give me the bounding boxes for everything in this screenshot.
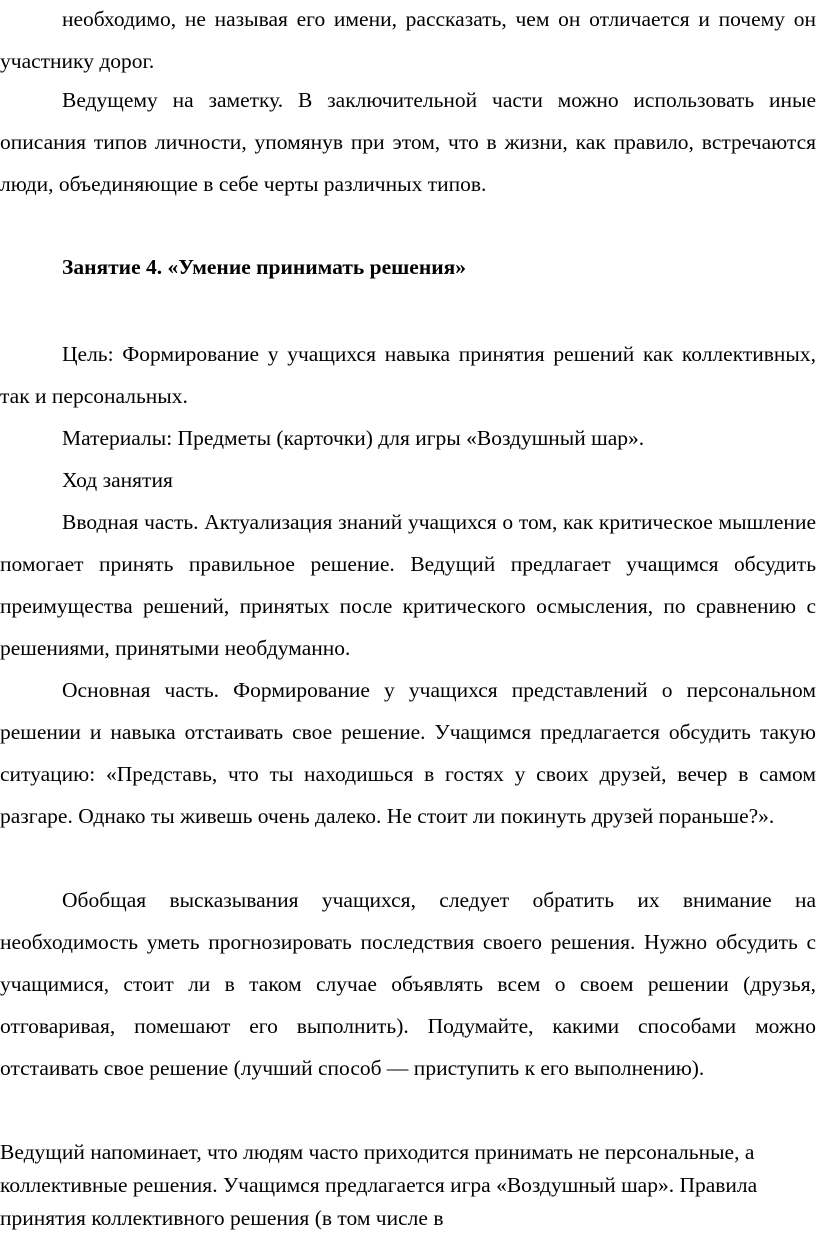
paragraph-intro: Вводная часть. Актуализация знаний учащихся о том, как критическое мышление помогает принять правильное решение. Ведущий предлагает учащимся обсудить преимущества решений, принятых после критического осмысления, по сравнению с решениями, принятыми необдуманно. (0, 510, 816, 660)
paragraph-collective-decisions: Ведущий напоминает, что людям часто приходится принимать не персональные, а коллективные решения. Учащимся предлагается игра «Воздушный шар». Правила принятия коллективного решения (в том числе в (0, 1140, 758, 1230)
lesson-heading: Занятие 4. «Умение принимать решения» (62, 255, 466, 279)
paragraph-continuation: необходимо, не называя его имени, рассказать, чем он отличается и почему он участнику дорог. (0, 7, 816, 73)
paragraph-summary: Обобщая высказывания учащихся, следует обратить их внимание на необходимость уметь прогнозировать последствия своего решения. Нужно обсудить с учащимися, стоит ли в таком случае объявлять всем о своем решении (друзья, отговаривая, помешают его выполнить). Подумайте, какими способами можно отстаивать свое решение (лучший способ — приступить к его выполнению). (0, 888, 816, 1080)
paragraph-main-part: Основная часть. Формирование у учащихся представлений о персональном решении и навыка отстаивать свое решение. Учащимся предлагается обсудить такую ситуацию: «Представь, что ты находишься в гостях у своих друзей, вечер в самом разгаре. Однако ты живешь очень далеко. Не стоит ли покинуть друзей пораньше?». (0, 678, 816, 828)
paragraph-goal: Цель: Формирование у учащихся навыка принятия решений как коллективных, так и персональных. (0, 342, 816, 408)
paragraph-materials: Материалы: Предметы (карточки) для игры «Воздушный шар». (62, 426, 645, 450)
paragraph-lesson-flow: Ход занятия (62, 468, 173, 492)
paragraph-note: Ведущему на заметку. В заключительной части можно использовать иные описания типов личности, упомянув при этом, что в жизни, как правило, встречаются люди, объединяющие в себе черты различных типов. (0, 88, 816, 196)
